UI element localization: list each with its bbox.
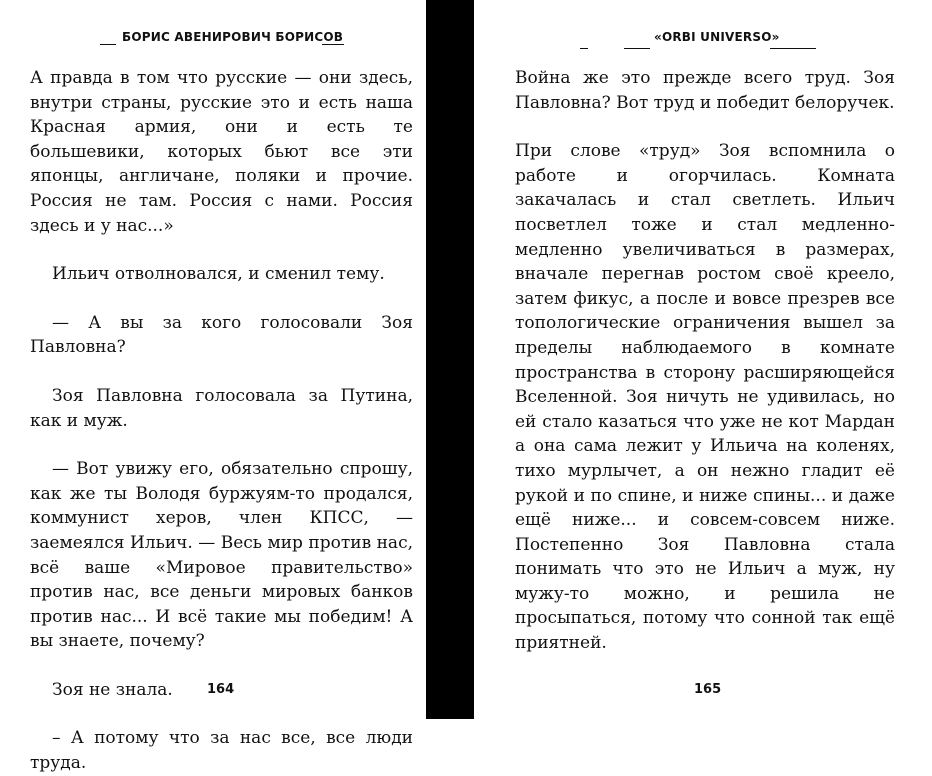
header-rule-left-b [322,44,344,45]
running-head-author: БОРИС АВЕНИРОВИЧ БОРИСОВ [122,30,344,44]
header-rule-right-c [770,48,816,49]
header-rule-right-b [624,48,650,49]
paragraph: – А потому что за нас все, все люди труда. [30,728,413,774]
right-page [474,0,932,719]
running-head-title: «ORBI UNIVERSO» [654,30,780,44]
header-rule-left-a [100,44,116,45]
book-gutter [426,0,474,719]
left-page-text [30,66,413,776]
paragraph: Война же это прежде всего труд. Зоя Павловна? Вот труд и победит белоручек. [515,68,895,113]
paragraph: Ильич отволновался, и сменил тему. [52,264,385,285]
paragraph: — Вот увижу его, обязательно спрошу, как же ты Володя буржуям-то продался, коммунист херов, член КПСС, — заемеялся Ильич. — Весь мир против нас, всё ваше «Мировое правительство» против нас, все деньги мировых банков против нас... И всё такие мы победим! А вы знаете, почему? [30,459,413,652]
left-page [0,0,426,774]
paragraph: Зоя Павловна голосовала за Путина, как и муж. [30,385,413,431]
page-number: 165 [694,682,722,697]
paragraph: При слове «труд» Зоя вспомнила о работе и огорчилась. Комната закачалась и стал светлеть. Ильич посветлел тоже и стал медленно-медленно увеличиваться в размерах, вначале перегнав ростом своё креело, затем фикус, а после и вовсе презрев все топологические ограничения вышел за пределы наблюдаемого в комнате пространства в сторону расширяющейся Вселенной. Зоя ничуть не удивилась, но ей стало казаться что уже не кот Мардан а она сама лежит у Ильича на коленях, тихо мурлычет, а он нежно гладит её рукой и по спине, и ниже спины... и даже ещё ниже... и совсем-совсем ниже. Постепенно Зоя Павловна стала понимать что это не Ильич а муж, ну мужу-то можно, и решила не просыпаться, потому что сонной так ещё приятней. [515,141,895,654]
header-rule-right-a [580,48,588,49]
paragraph: А правда в том что русские — они здесь, внутри страны, русские это и есть наша Красная армия, они и есть те большевики, которых бьют все эти японцы, англичане, поляки и прочие. Россия не там. Россия с нами. Россия здесь и у нас...» [30,68,413,236]
right-page-text [515,66,895,656]
page-number: 164 [207,682,235,697]
paragraph: — А вы за кого голосовали Зоя Павловна? [30,312,413,358]
paragraph: Зоя не знала. [52,679,173,700]
